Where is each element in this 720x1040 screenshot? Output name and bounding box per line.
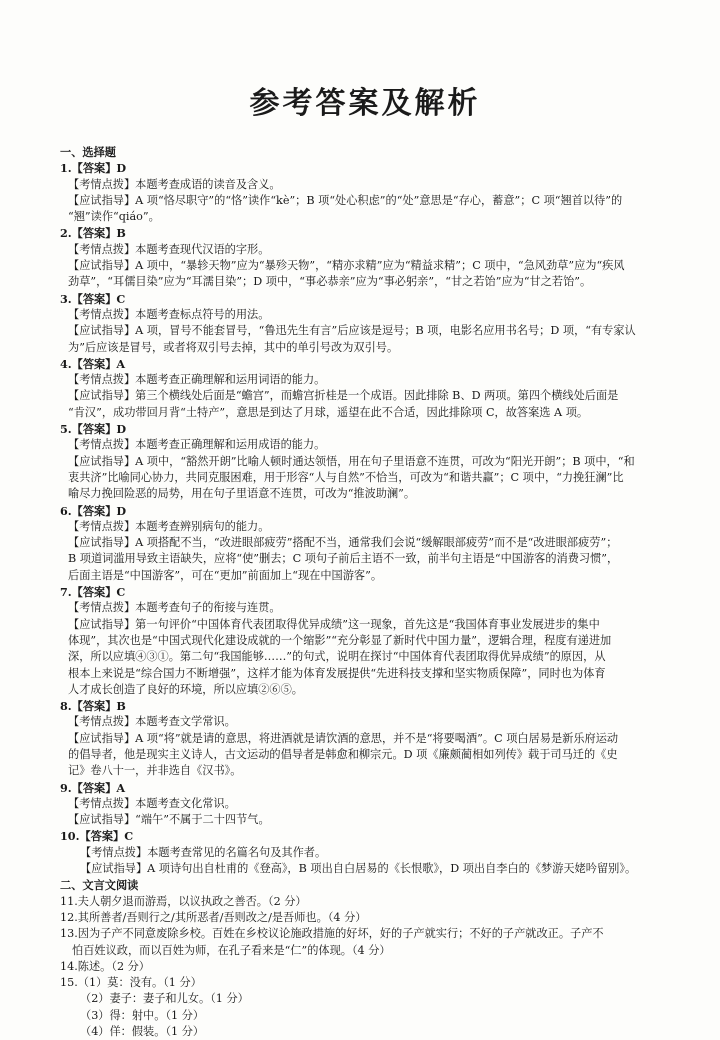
text-line: 12.其所善者/吾则行之/其所恶者/吾则改之/是吾师也。（4 分） xyxy=(60,910,367,924)
answer-heading: 3.【答案】C xyxy=(60,291,126,306)
text-line: “翘”读作“qiáo”。 xyxy=(68,210,160,224)
text-line: 深，所以应填④③①。第二句“我国能够……”的句式，说明在探讨“中国体育代表团取得优异成绩”的原因，从 xyxy=(68,650,606,664)
text-line: 衷共济”比喻同心协力，共同克服困难，用于形容“人与自然”不恰当，可改为“和谐共赢”；C 项中，“力挽狂澜”比 xyxy=(68,470,624,484)
answer-body xyxy=(60,144,670,1040)
section-heading: 二、文言文阅读 xyxy=(60,878,139,893)
text-line: 劲草”，“耳儒目染”应为“耳濡目染”；D 项中，“事必恭亲”应为“事必躬亲”，“甘之若饴”应为“甘之若饴”。 xyxy=(68,275,592,289)
text-line: 【应试指导】A 项，冒号不能套冒号，“鲁迅先生有言”后应该是逗号；B 项，电影名应用书名号；D 项，“有专家认 xyxy=(68,324,636,338)
text-line: 体现”，其次也是“中国式现代化建设成就的一个缩影”“充分彰显了新时代中国力量”，逻辑合理，程度有递进加 xyxy=(68,633,612,647)
text-line: 【应试指导】A 项中，“暴轸天物”应为“暴殄天物”，“精亦求精”应为“精益求精”；C 项中，“急风劲草”应为“疾风 xyxy=(68,259,625,273)
text-line: 【应试指导】“端午”不属于二十四节气。 xyxy=(68,813,270,827)
text-line: 13.因为子产不同意废除乡校。百姓在乡校议论施政措施的好坏，好的子产就实行；不好的子产就改正。子产不 xyxy=(60,927,604,941)
text-line: 记》卷八十一，并非选自《汉书》。 xyxy=(68,764,242,778)
answer-heading: 9.【答案】A xyxy=(60,780,126,795)
text-line: 【考情点拨】本题考查辨别病句的能力。 xyxy=(68,519,270,533)
text-line: 【考情点拨】本题考查成语的读音及含义。 xyxy=(68,177,281,191)
text-line: 怕百姓议政，而以百姓为师，在孔子看来是“仁”的体现。（4 分） xyxy=(72,943,391,957)
text-line: 15.（1）莫：没有。（1 分） xyxy=(60,976,202,990)
text-line: “肯汉”，成功带回月背“土特产”，意思是到达了月球，遥望在此不合适，因此排除项 C，故答案选 A 项。 xyxy=(68,405,589,419)
text-line: 的倡导者，他是现实主义诗人，古文运动的倡导者是韩愈和柳宗元。D 项《廉颇蔺相如列传》载于司马迁的《史 xyxy=(68,747,618,761)
text-line: （4）佯：假装。（1 分） xyxy=(80,1025,205,1039)
text-line: 14.陈述。（2 分） xyxy=(60,959,150,973)
text-line: 喻尽力挽回险恶的局势，用在句子里语意不连贯，可改为“推波助澜”。 xyxy=(68,487,416,501)
text-line: 【应试指导】A 项“将”就是请的意思，将进酒就是请饮酒的意思，并不是“将要喝酒”。C 项白居易是新乐府运动 xyxy=(68,731,619,745)
text-line: 【应试指导】第三个横线处后面是“蟾宫”，而蟾宫折桂是一个成语。因此排除 B、D 两项。第四个横线处后面是 xyxy=(68,389,619,403)
text-line: （2）妻子：妻子和儿女。（1 分） xyxy=(80,992,249,1006)
text-line: 【考情点拨】本题考查常见的名篇名句及其作者。 xyxy=(80,845,327,859)
answer-heading: 1.【答案】D xyxy=(60,161,127,176)
answer-heading: 4.【答案】A xyxy=(60,356,126,371)
section-heading: 一、选择题 xyxy=(60,145,116,159)
text-line: 【应试指导】A 项中，“豁然开朗”比喻人顿时通达领悟，用在句子里语意不连贯，可改为“阳光开朗”；B 项中，“和 xyxy=(68,454,635,468)
text-line: （3）得：射中。（1 分） xyxy=(80,1008,205,1022)
text-line: 11.夫人朝夕退而游焉，以议执政之善否。（2 分） xyxy=(60,894,307,908)
text-line: 【应试指导】第一句评价“中国体育代表团取得优异成绩”这一现象，首先这是“我国体育事业发展进步的集中 xyxy=(68,617,600,631)
text-line: 【考情点拨】本题考查文学常识。 xyxy=(68,715,236,729)
answer-heading: 6.【答案】D xyxy=(60,503,127,518)
page-title: 参考答案及解析 xyxy=(249,86,481,121)
answer-heading: 10.【答案】C xyxy=(60,829,134,844)
text-line: 【考情点拨】本题考查句子的衔接与连贯。 xyxy=(68,601,281,615)
text-line: 【应试指导】A 项诗句出自杜甫的《登高》，B 项出自白居易的《长恨歌》，D 项出自李白的《梦游天姥吟留别》。 xyxy=(80,862,637,876)
text-line: 根本上来说是“综合国力不断增强”，这样才能为体育发展提供“先进科技支撑和坚实物质保障”，同时也为体育 xyxy=(68,666,606,680)
text-line: B 项道词滥用导致主语缺失，应将“使”删去；C 项句子前后主语不一致，前半句主语是“中国游客的消费习惯”， xyxy=(68,552,619,566)
answer-heading: 5.【答案】D xyxy=(60,422,127,437)
text-line: 人才成长创造了良好的环境，所以应填②⑥⑤。 xyxy=(68,682,303,696)
answer-heading: 2.【答案】B xyxy=(60,226,126,241)
answer-heading: 8.【答案】B xyxy=(60,699,126,714)
text-line: 【考情点拨】本题考查文化常识。 xyxy=(68,796,236,810)
answer-page xyxy=(60,78,670,1040)
text-line: 【应试指导】A 项搭配不当，“改进眼部疲劳”搭配不当，通常我们会说“缓解眼部疲劳”而不是“改进眼部疲劳”； xyxy=(68,536,618,550)
text-line: 后面主语是“中国游客”，可在“更加”前面加上“现在中国游客”。 xyxy=(68,568,383,582)
text-line: 【考情点拨】本题考查正确理解和运用词语的能力。 xyxy=(68,373,326,387)
text-line: 【应试指导】A 项“恪尽职守”的“恪”读作“kè”；B 项“处心积虑”的“处”意思是“存心，蓄意”；C 项“翘首以待”的 xyxy=(68,193,623,207)
text-line: 【考情点拨】本题考查标点符号的用法。 xyxy=(68,307,270,321)
answer-heading: 7.【答案】C xyxy=(60,585,126,600)
text-line: 为”后应该是冒号，或者将双引号去掉，其中的单引号改为双引号。 xyxy=(68,340,399,354)
text-line: 【考情点拨】本题考查正确理解和运用成语的能力。 xyxy=(68,438,326,452)
text-line: 【考情点拨】本题考查现代汉语的字形。 xyxy=(68,242,270,256)
